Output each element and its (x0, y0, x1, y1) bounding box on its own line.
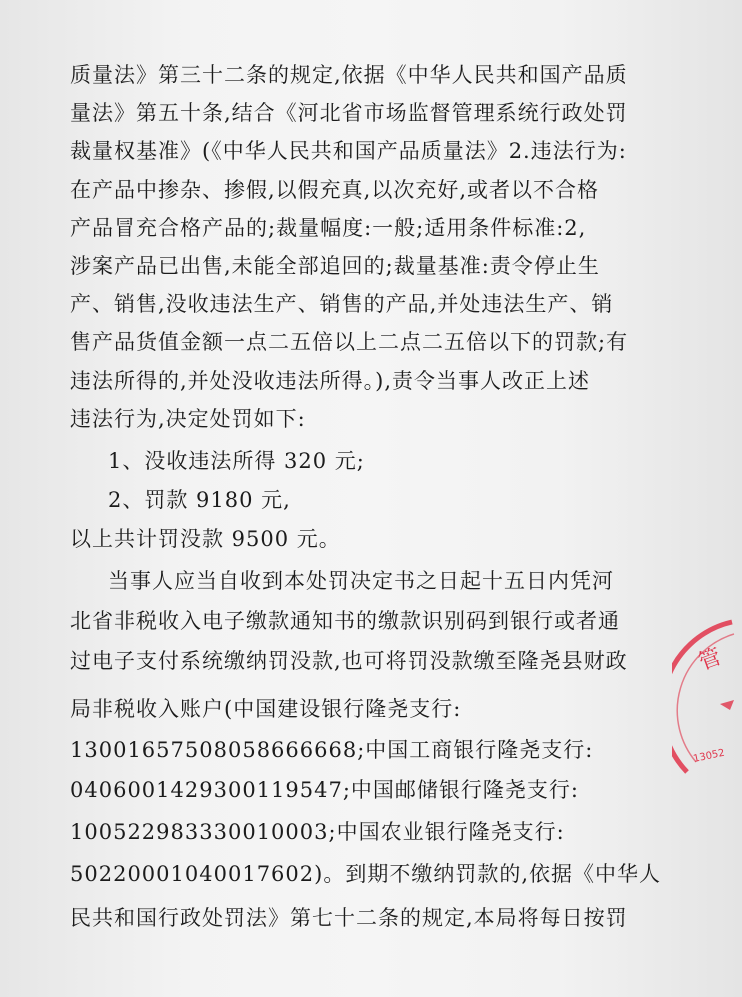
text-line-6: 涉案产品已出售,未能全部追回的;裁量基准:责令停止生 (70, 254, 600, 278)
account-abc: 50220001040017602)。到期不缴纳罚款的,依据《中华人 (70, 862, 662, 886)
text-line-2: 量法》第五十条,结合《河北省市场监督管理系统行政处罚 (70, 101, 628, 125)
penalty-total: 以上共计罚没款 9500 元。 (70, 527, 341, 551)
text-line-15: 北省非税收入电子缴款通知书的缴款识别码到银行或者通 (70, 609, 620, 633)
account-icbc: 0406001429300119547;中国邮储银行隆尧支行: (70, 778, 580, 802)
official-seal-fragment (672, 612, 742, 782)
text-line-10: 违法行为,决定处罚如下: (70, 407, 306, 431)
text-line-22: 民共和国行政处罚法》第七十二条的规定,本局将每日按罚 (70, 906, 628, 930)
text-line-5: 产品冒充合格产品的;裁量幅度:一般;适用条件标准:2, (70, 216, 587, 240)
svg-text:管: 管 (695, 644, 725, 676)
text-line-14: 当事人应当自收到本处罚决定书之日起十五日内凭河 (108, 569, 614, 593)
text-line-9: 违法所得的,并处没收违法所得。),责令当事人改正上述 (70, 369, 591, 393)
penalty-item-1: 1、没收违法所得 320 元; (108, 449, 365, 473)
text-line-8: 售产品货值金额一点二五倍以上二点二五倍以下的罚款;有 (70, 330, 629, 354)
penalty-item-2: 2、罚款 9180 元, (108, 488, 291, 512)
account-psbc: 100522983330010003;中国农业银行隆尧支行: (70, 820, 565, 844)
text-line-7: 产、销售,没收违法生产、销售的产品,并处违法生产、销 (70, 292, 614, 316)
text-line-3: 裁量权基准》(《中华人民共和国产品质量法》2.违法行为: (70, 139, 627, 163)
text-line-16: 过电子支付系统缴纳罚没款,也可将罚没款缴至隆尧县财政 (70, 649, 628, 673)
account-ccb: 13001657508058666668;中国工商银行隆尧支行: (70, 738, 594, 762)
text-line-17: 局非税收入账户(中国建设银行隆尧支行: (70, 697, 462, 721)
text-line-4: 在产品中掺杂、掺假,以假充真,以次充好,或者以不合格 (70, 178, 600, 202)
text-line-1: 质量法》第三十二条的规定,依据《中华人民共和国产品质 (70, 63, 628, 87)
svg-text:13052: 13052 (692, 747, 726, 765)
